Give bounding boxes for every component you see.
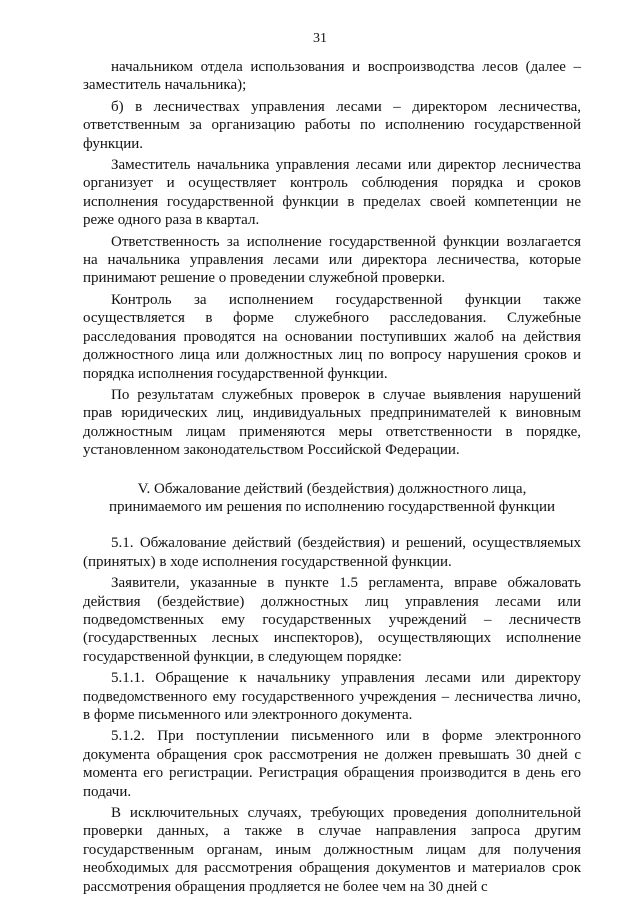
paragraph: 5.1. Обжалование действий (бездействия) и решений, осуществляемых (принятых) в ходе исполнения государственной функции. — [83, 535, 581, 570]
section-heading — [83, 480, 581, 517]
paragraph: По результатам служебных проверок в случае выявления нарушений прав юридических лиц, индивидуальных предпринимателей к виновным должностным лицам применяются меры ответственности в порядке, установленном законодательством Российской Федерации. — [83, 386, 581, 459]
paragraph: Заместитель начальника управления лесами или директор лесничества организует и осуществляет контроль соблюдения порядка и сроков исполнения государственной функции в пределах своей компетенции не реже одного раза в квартал. — [83, 157, 581, 229]
paragraph: 5.1.1. Обращение к начальнику управления лесами или директору подведомственного ему государственного учреждения – лесничества лично, в форме письменного или электронного документа. — [83, 670, 581, 723]
document-body — [83, 58, 581, 899]
paragraph: В исключительных случаях, требующих проведения дополнительной проверки данных, а также в случае направления запроса другим государственным органам, иным должностным лицам для получения необходимых для рассмотрения обращения документов и материалов срок рассмотрения обращения продляется не более чем на 30 дней с — [83, 805, 581, 895]
section-heading-line-1: V. Обжалование действий (бездействия) должностного лица, — [137, 480, 527, 497]
paragraph: 5.1.2. При поступлении письменного или в форме электронного документа обращения срок рассмотрения не должен превышать 30 дней с момента его регистрации. Регистрация обращения производится в день его подачи. — [83, 728, 581, 800]
section-heading-line-2: принимаемого им решения по исполнению государственной функции — [108, 498, 556, 515]
paragraph: б) в лесничествах управления лесами – директором лесничества, ответственным за организацию работы по исполнению государственной функции. — [83, 98, 581, 152]
paragraph: начальником отдела использования и воспроизводства лесов (далее – заместитель начальника); — [83, 59, 581, 94]
paragraph: Ответственность за исполнение государственной функции возлагается на начальника управления лесами или директора лесничества, которые принимают решение о проведении служебной проверки. — [83, 233, 581, 287]
page-number: 31 — [313, 31, 327, 46]
paragraph: Заявители, указанные в пункте 1.5 регламента, вправе обжаловать действия (бездействие) должностных лиц управления лесами или подведомственных ему государственных учреждений – лесничеств (государственных лесных инспекторов), осуществляющих исполнение государственной функции, в следующем порядке: — [83, 575, 581, 665]
paragraph: Контроль за исполнением государственной функции также осуществляется в форме служебного расследования. Служебные расследования проводятся на основании поступивших жалоб на действия должностного лица или должностных лиц по вопросу нарушения сроков и порядка исполнения государственной функции. — [83, 291, 581, 382]
